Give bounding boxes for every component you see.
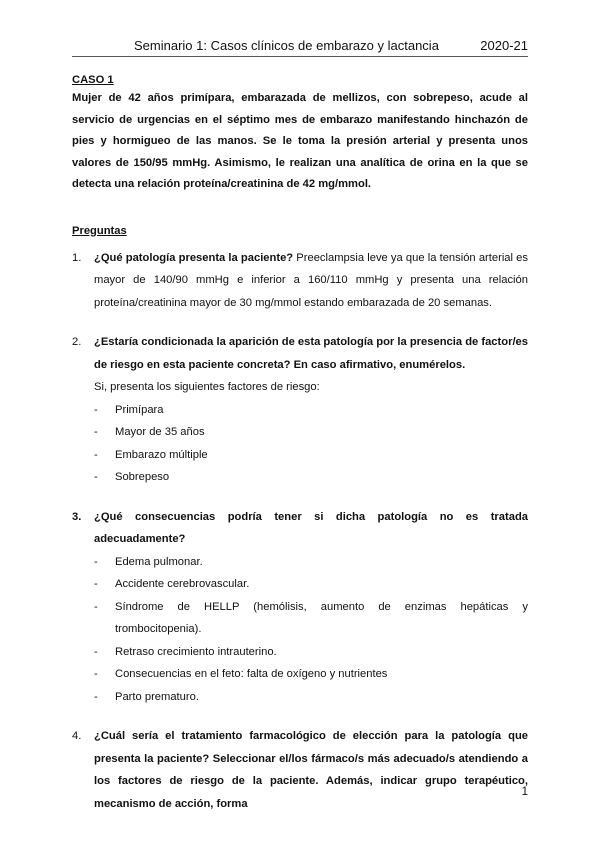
document-body [72, 72, 528, 815]
question-text: ¿Qué consecuencias podría tener si dicha patología no es tratada adecuadamente? [94, 510, 528, 545]
list-item: - Retraso crecimiento intrauterino. [94, 645, 277, 658]
list-item: - Parto prematuro. [94, 690, 199, 703]
question-number: 3. [72, 510, 82, 523]
list-item: - Accidente cerebrovascular. [94, 578, 250, 590]
questions-heading: Preguntas [72, 224, 127, 237]
list-item: - Consecuencias en el feto: falta de oxígeno y nutrientes [94, 668, 388, 680]
header-year: 2020-21 [480, 38, 528, 53]
question-number: 2. [72, 336, 82, 348]
list-item: - Síndrome de HELLP (hemólisis, aumento de enzimas hepáticas y trombocitopenia). [94, 600, 528, 635]
list-item: - Edema pulmonar. [94, 555, 203, 568]
question-4 [72, 725, 528, 815]
question-number: 4. [72, 730, 82, 742]
list-item: - Primípara [94, 403, 164, 416]
question-2 [72, 331, 528, 489]
question-text: ¿Cuál sería el tratamiento farmacológico de elección para la patología que presenta la paciente? Seleccionar el/los fármaco/s más adecuado/s atendiendo a los factores de riesgo de la paciente. Además, indicar grupo terapéutico, mecanismo de acción, forma [94, 730, 528, 810]
list-item: - Embarazo múltiple [94, 448, 208, 461]
case-label: CASO 1 [72, 74, 114, 86]
list-item: - Sobrepeso [94, 471, 170, 483]
question-1 [72, 247, 528, 315]
page-number: 1 [521, 786, 528, 798]
case-description: Mujer de 42 años primípara, embarazada de mellizos, con sobrepeso, acude al servicio de urgencias en el séptimo mes de embarazo manifestando hinchazón de pies y hormigueo de las manos. Se le toma la presión arterial y presenta unos valores de 150/95 mmHg. Asimismo, le realizan una analítica de orina en la que se detecta una relación proteína/creatinina de 42 mg/mmol. [72, 92, 528, 190]
question-number: 1. [72, 251, 82, 264]
question-text: ¿Qué patología presenta la paciente? [94, 251, 294, 264]
page-header [72, 38, 528, 53]
question-3 [72, 506, 528, 709]
answer-intro: Si, presenta los siguientes factores de riesgo: [94, 381, 320, 393]
header-title: Seminario 1: Casos clínicos de embarazo y lactancia [134, 38, 439, 53]
answer-text: Preeclampsia leve ya que la tensión arterial es mayor de 140/90 mmHg e inferior a 160/110 mmHg y presenta una relación proteína/creatinina mayor de 30 mg/mmol estando embarazada de 20 semanas. [94, 251, 528, 309]
header-rule [72, 56, 528, 57]
list-item: - Mayor de 35 años [94, 426, 205, 438]
question-text: ¿Estaría condicionada la aparición de esta patología por la presencia de factor/es de riesgo en esta paciente concreta? En caso afirmativo, enumérelos. [94, 336, 528, 371]
